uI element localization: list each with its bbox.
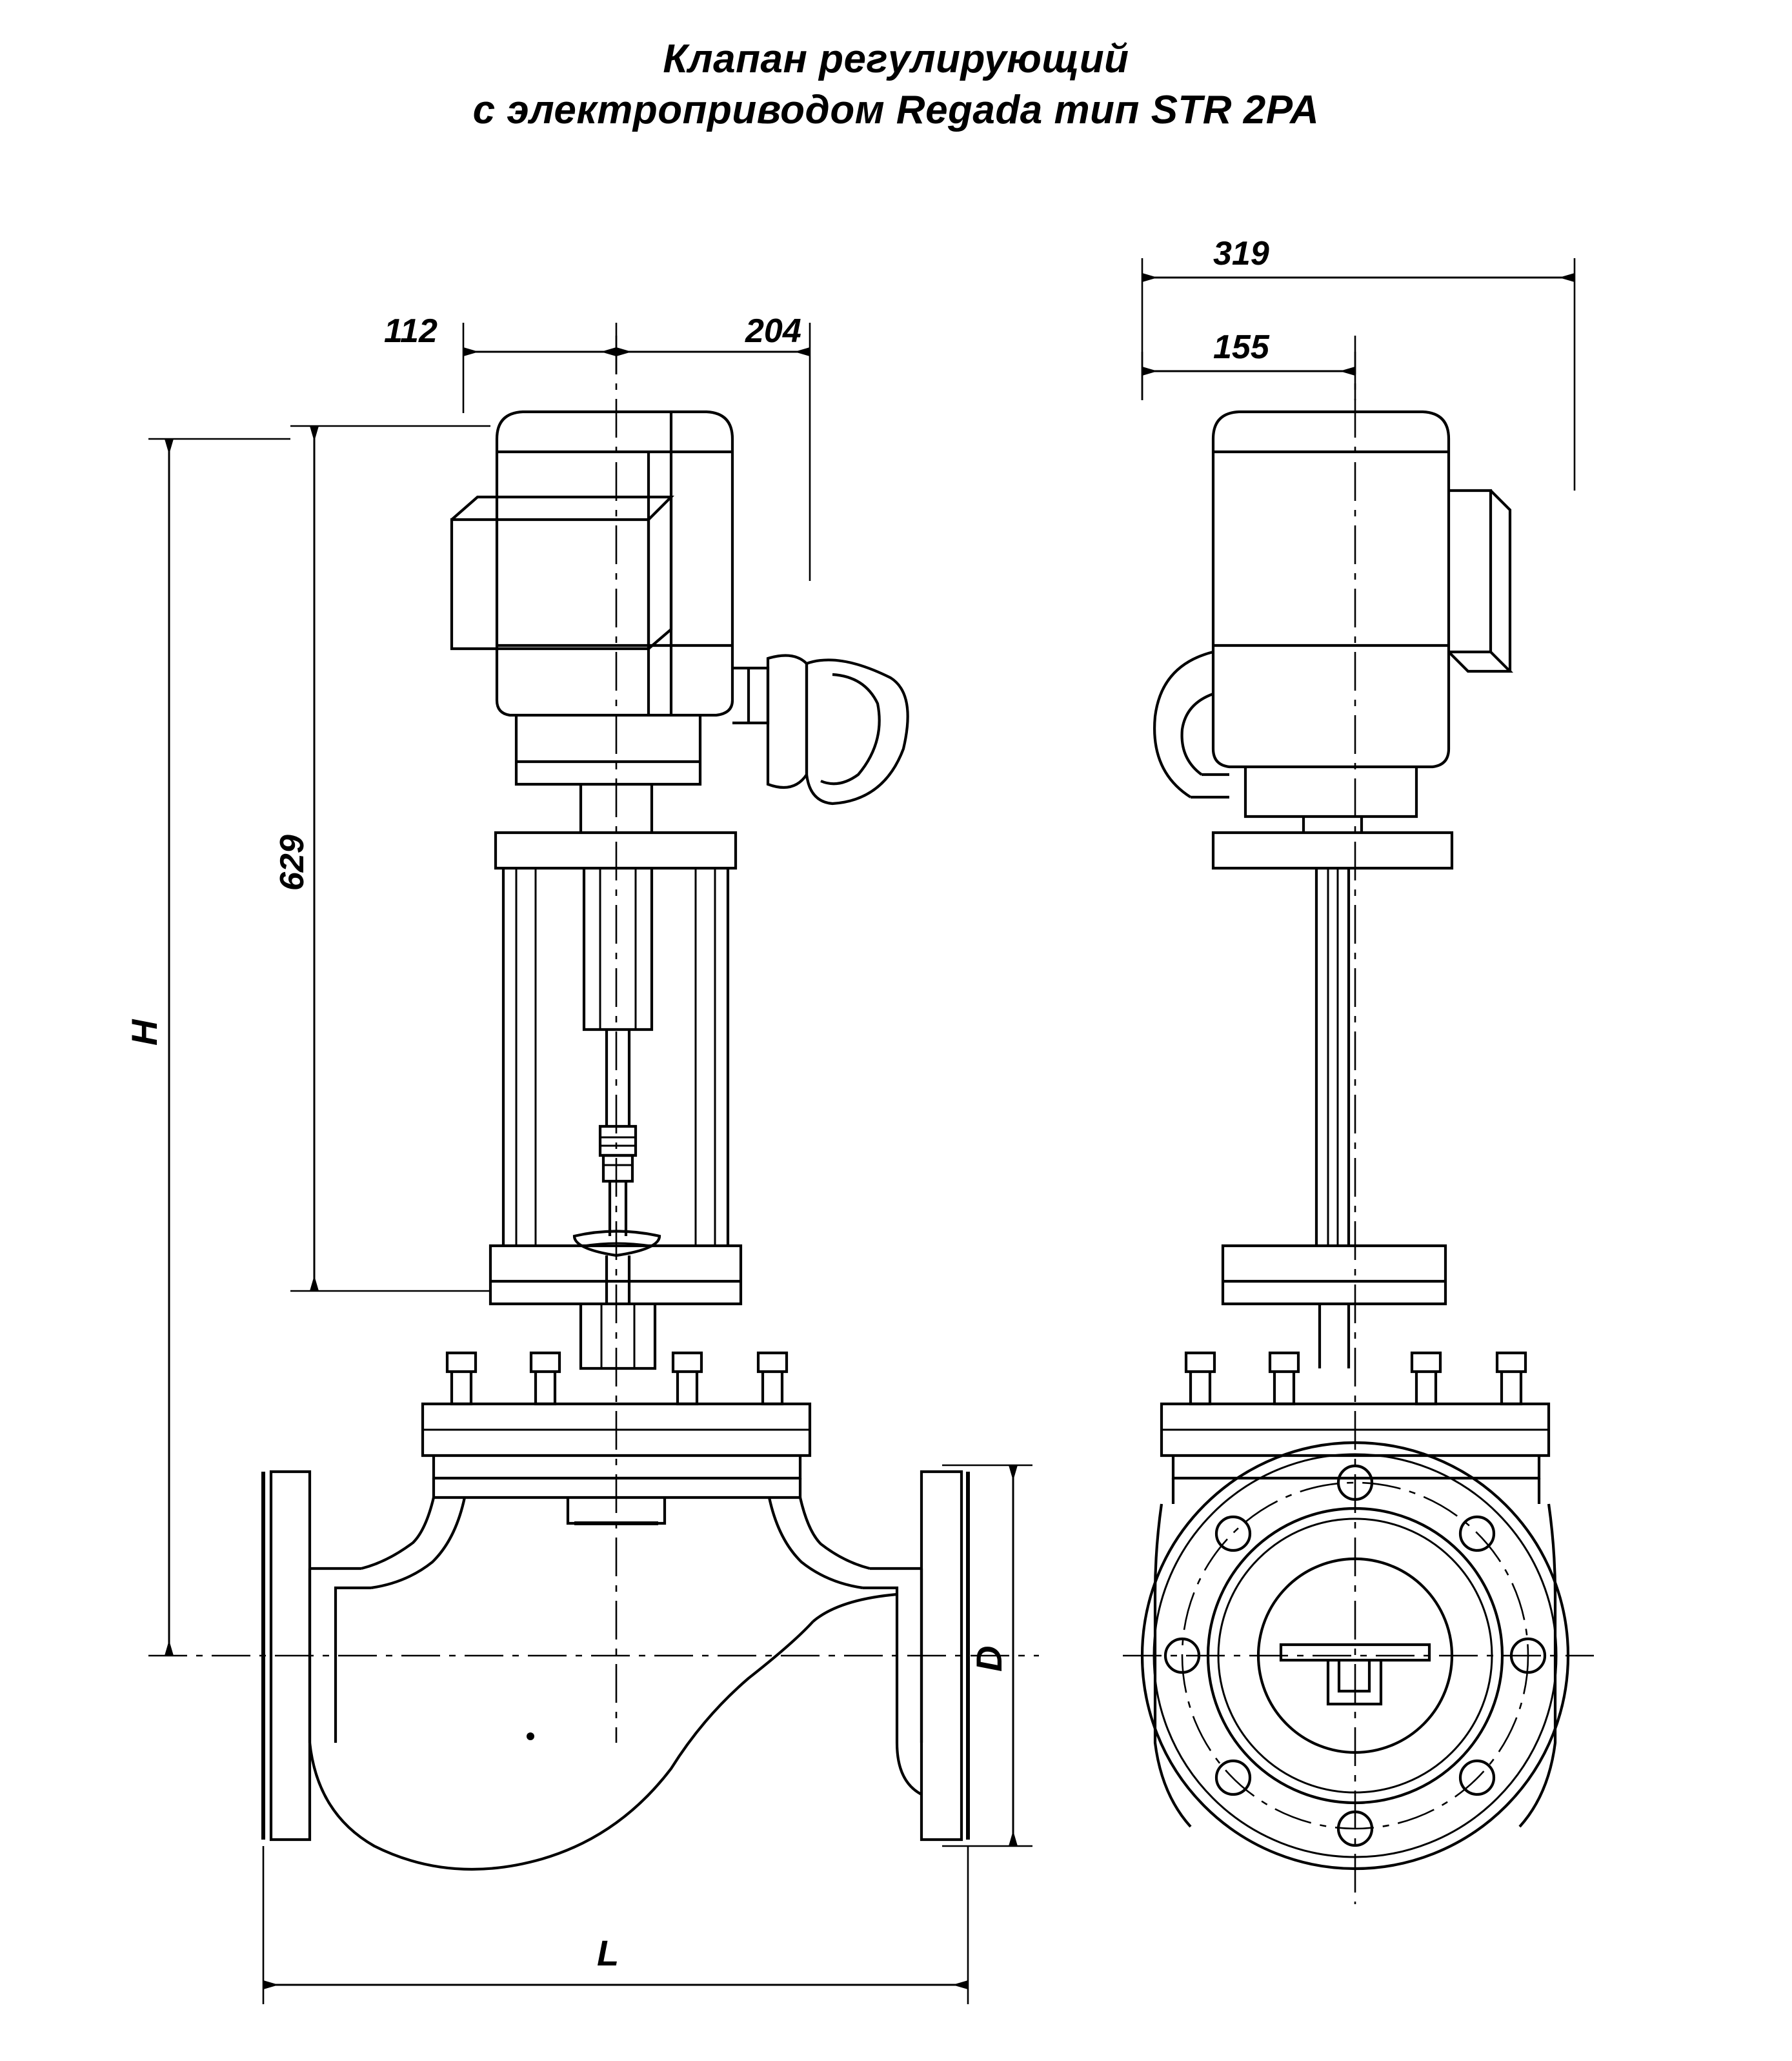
dim-319-label: 319 — [1213, 235, 1269, 272]
dimension-L — [263, 1846, 968, 2004]
dim-204-label: 204 — [745, 312, 801, 350]
dim-L-label: L — [597, 1933, 619, 1973]
title-line-1: Клапан регулирующий — [663, 37, 1129, 81]
dimension-112-204 — [384, 312, 810, 581]
dim-155-label: 155 — [1213, 329, 1269, 366]
side-view — [1123, 336, 1594, 1904]
dim-629-label: 629 — [274, 835, 311, 891]
dim-D-label: D — [969, 1645, 1009, 1672]
dimension-H — [124, 439, 290, 1656]
bonnet-assembly — [581, 1304, 655, 1368]
dimension-155 — [1142, 329, 1355, 400]
dim-H-label: H — [124, 1019, 165, 1046]
actuator-housing — [452, 412, 908, 804]
side-yoke-assembly — [1213, 817, 1452, 1368]
dimension-629 — [274, 426, 490, 1291]
dim-112-label: 112 — [384, 312, 438, 350]
title-line-2: с электроприводом Regada тип STR 2PA — [472, 88, 1320, 133]
front-view — [148, 336, 1039, 1869]
side-actuator-housing — [1154, 412, 1510, 817]
